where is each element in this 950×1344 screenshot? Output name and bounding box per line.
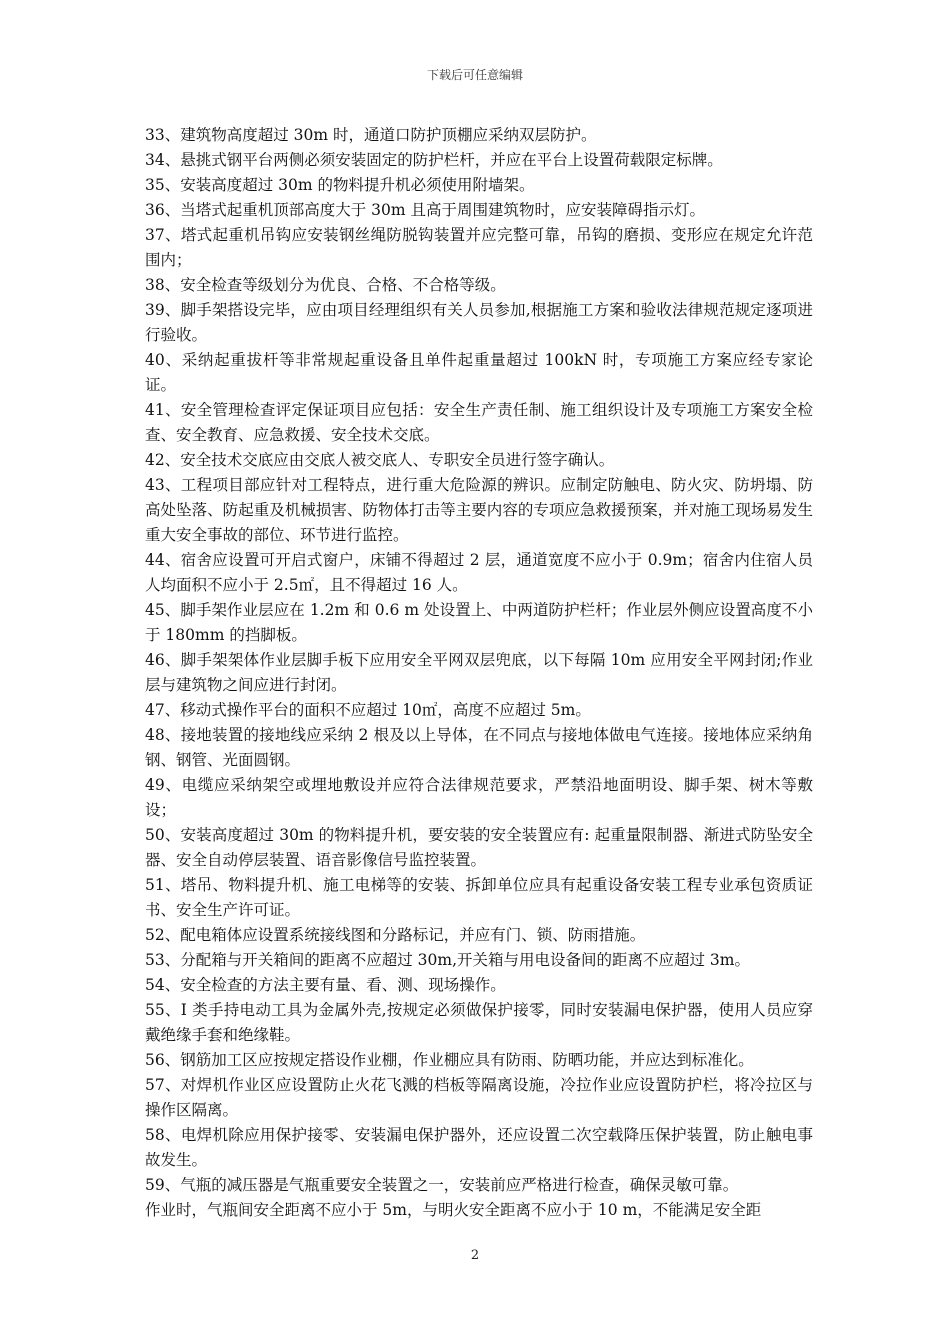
document-paragraph: 52、配电箱体应设置系统接线图和分路标记，并应有门、锁、防雨措施。 (145, 926, 646, 944)
document-paragraph: 39、脚手架搭设完毕，应由项目经理组织有关人员参加,根据施工方案和验收法律规范规定逐项进行验收。 (145, 301, 813, 344)
document-paragraph: 54、安全检查的方法主要有量、看、测、现场操作。 (145, 976, 506, 994)
page-header: 下载后可任意编辑 (426, 68, 523, 82)
document-paragraph: 41、安全管理检查评定保证项目应包括：安全生产责任制、施工组织设计及专项施工方案安全检查、安全教育、应急救援、安全技术交底。 (145, 401, 813, 444)
document-paragraph: 51、塔吊、物料提升机、施工电梯等的安装、拆卸单位应具有起重设备安装工程专业承包资质证书、安全生产许可证。 (145, 876, 813, 919)
document-body (145, 123, 813, 1223)
document-paragraph: 49、电缆应采纳架空或埋地敷设并应符合法律规范要求，严禁沿地面明设、脚手架、树木等敷设； (145, 776, 813, 819)
document-paragraph: 37、塔式起重机吊钩应安装钢丝绳防脱钩装置并应完整可靠，吊钩的磨损、变形应在规定允许范围内； (145, 226, 813, 269)
document-paragraph: 44、宿舍应设置可开启式窗户，床铺不得超过 2 层，通道宽度不应小于 0.9m；宿舍内住宿人员人均面积不应小于 2.5㎡，且不得超过 16 人。 (145, 551, 813, 594)
document-paragraph: 58、电焊机除应用保护接零、安装漏电保护器外，还应设置二次空载降压保护装置，防止触电事故发生。 (145, 1126, 813, 1169)
document-paragraph: 48、接地装置的接地线应采纳 2 根及以上导体，在不同点与接地体做电气连接。接地体应采纳角钢、钢管、光面圆钢。 (145, 726, 813, 769)
document-paragraph: 55、I 类手持电动工具为金属外壳,按规定必须做保护接零，同时安装漏电保护器，使用人员应穿戴绝缘手套和绝缘鞋。 (145, 1001, 813, 1044)
document-paragraph: 57、对焊机作业区应设置防止火花飞溅的档板等隔离设施，冷拉作业应设置防护栏，将冷拉区与操作区隔离。 (145, 1076, 813, 1119)
page-number: 2 (470, 1248, 480, 1263)
document-paragraph: 40、采纳起重拔杆等非常规起重设备且单件起重量超过 100kN 时，专项施工方案应经专家论证。 (145, 351, 813, 394)
document-paragraph: 53、分配箱与开关箱间的距离不应超过 30m,开关箱与用电设备间的距离不应超过 3m。 (145, 951, 750, 969)
document-paragraph: 50、安装高度超过 30m 的物料提升机，要安装的安全装置应有: 起重量限制器、渐进式防坠安全器、安全自动停层装置、语音影像信号监控装置。 (145, 826, 813, 869)
document-paragraph: 56、钢筋加工区应按规定搭设作业棚，作业棚应具有防雨、防晒功能，并应达到标准化。 (145, 1051, 754, 1069)
document-paragraph: 43、工程项目部应针对工程特点，进行重大危险源的辨识。应制定防触电、防火灾、防坍塌、防高处坠落、防起重及机械损害、防物体打击等主要内容的专项应急救援预案，并对施工现场易发生重大安全事故的部位、环节进行监控。 (145, 476, 813, 544)
document-paragraph: 38、安全检查等级划分为优良、合格、不合格等级。 (145, 276, 506, 294)
document-paragraph: 42、安全技术交底应由交底人被交底人、专职安全员进行签字确认。 (145, 451, 615, 469)
document-paragraph: 作业时，气瓶间安全距离不应小于 5m，与明火安全距离不应小于 10 m，不能满足安全距 (145, 1201, 762, 1219)
document-paragraph: 35、安装高度超过 30m 的物料提升机必须使用附墙架。 (145, 176, 535, 194)
document-paragraph: 33、建筑物高度超过 30m 时，通道口防护顶棚应采纳双层防护。 (145, 126, 597, 144)
document-paragraph: 36、当塔式起重机顶部高度大于 30m 且高于周围建筑物时，应安装障碍指示灯。 (145, 201, 706, 219)
document-paragraph: 47、移动式操作平台的面积不应超过 10㎡，高度不应超过 5m。 (145, 701, 591, 719)
document-paragraph: 46、脚手架架体作业层脚手板下应用安全平网双层兜底，以下每隔 10m 应用安全平网封闭;作业层与建筑物之间应进行封闭。 (145, 651, 813, 694)
document-paragraph: 45、脚手架作业层应在 1.2m 和 0.6 m 处设置上、中两道防护栏杆；作业层外侧应设置高度不小于 180mm 的挡脚板。 (145, 601, 813, 644)
document-paragraph: 34、悬挑式钢平台两侧必须安装固定的防护栏杆，并应在平台上设置荷载限定标牌。 (145, 151, 723, 169)
document-paragraph: 59、气瓶的减压器是气瓶重要安全装置之一，安装前应严格进行检查，确保灵敏可靠。 (145, 1176, 739, 1194)
